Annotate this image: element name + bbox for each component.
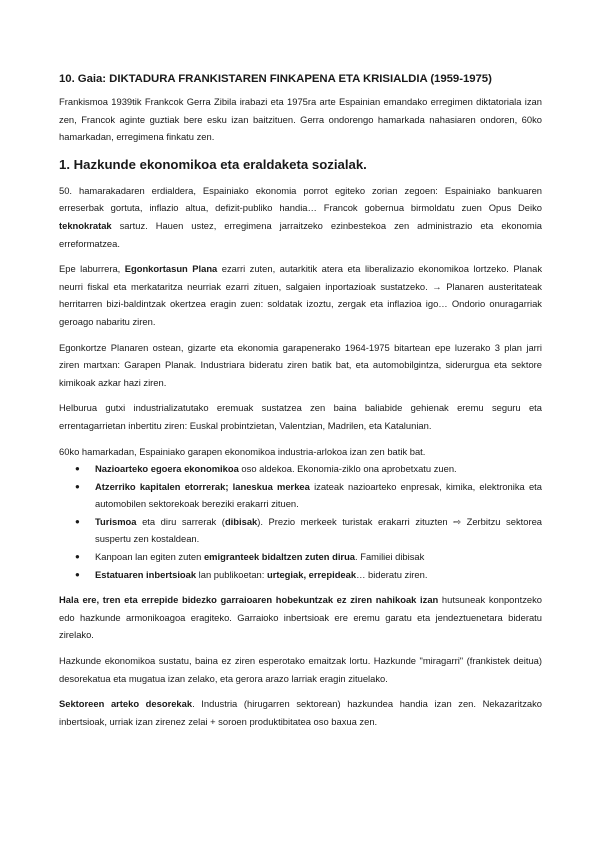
bold-term: Egonkortasun Plana (124, 263, 218, 275)
paragraph-stabilization-plan: Epe laburrera, Egonkortasun Plana ezarri zuten, autarkitik atera eta liberalizazio ekonomikoa lortzeko. Planak neurri fiskal eta merkataritza neurriak ezarri zituen, salgaien inportazioak sustatzeko. → Planaren austeritateak herritarren bizi-baldintzak okertzea eragin zuen: soldatak izoztu, zergak eta inflazioa igo… Ondorio onuragarriak geroago nabaritu ziren. (59, 263, 543, 327)
paragraph-transport: Hala ere, tren eta errepide bidezko garraioaren hobekuntzak ez ziren nahikoak izan hutsuneak konpontzeko edo hazkunde armonikoagoa eragiteko. Garraioko inbertsioak ere eremu garatu eta jendeztuenetara bideratu zirelako. (59, 594, 542, 641)
bold-term: Sektoreen arteko desorekak (59, 698, 193, 710)
list-item: ● Nazioarteko egoera ekonomikoa oso aldekoa. Ekonomia-ziklo ona aprobetxatu zuen. (95, 460, 542, 478)
list-item: ● Kanpoan lan egiten zuten emigranteek bidaltzen zuten dirua. Familiei dibisak (95, 548, 542, 566)
paragraph-results: Hazkunde ekonomikoa sustatu, baina ez ziren esperotako emaitzak lortu. Hazkunde "miragarri" (frankistek deitua) desorekatua eta mugatua izan zelako, eta gerora arazo larriak eragin zituelako. (59, 655, 542, 684)
paragraph-goal: Helburua gutxi industrializatutako eremuak sustatzea zen baina baliabide gehienak eremu seguru eta errentagarrietan inbertitu ziren: Euskal probintzietan, Valentzian, Madrilen, eta Katalunian. (59, 402, 542, 431)
list-item: ● Turismoa eta diru sarrerak (dibisak). Prezio merkeek turistak erakarri zituzten ⇨ Zerbitzu sektorea suspertu zen kostaldean. (95, 513, 542, 548)
paragraph-development-plans: Egonkortze Planaren ostean, gizarte eta ekonomia garapenerako 1964-1975 bitartean epe luzerako 3 plan jarri ziren martxan: Garapen Planak. Industriara bideratu ziren batik bat, eta automobilgintza, siderurgua eta sektore kimikoak azkar hazi ziren. (59, 341, 542, 388)
paragraph-crisis: 50. hamarakadaren erdialdera, Espainiako ekonomia porrot egiteko zorian zegoen: Espainiako bankuaren erreserbak gortuta, inflazio altua, defizit-publiko handia… Francok gobernua birmoldatu zuen Opus Deiko teknokratak sartuz. Hauen ustez, erregimena jarraitzeko ezinbestekoa zen administrazio eta ekonomia erreformatzea. (59, 184, 542, 249)
factors-list (59, 460, 542, 583)
intro-paragraph: Frankismoa 1939tik Frankcok Gerra Zibila irabazi eta 1975ra arte Espainian emandako erregimen diktatoriala izan zen, Francok aginte guztiak bere esku izan baitzituen. Gerra ondorengo hamarkada nahasiaren ondoren, 60ko hamarkadan, erregimena finkatu zen. (59, 96, 542, 143)
paragraph-imbalances: Sektoreen arteko desorekak. Industria (hirugarren sektorean) hazkundea handia izan zen. Nekazaritzako inbertsioak, urriak izan zirenez zelai + soroen produktibitatea oso baxua zen. (59, 698, 542, 727)
list-item: ● Estatuaren inbertsioak lan publikoetan: urtegiak, errepideak… bideratu ziren. (95, 566, 542, 584)
paragraph-sixties: 60ko hamarkadan, Espainiako garapen ekonomikoa industria-arlokoa izan zen batik bat. (59, 445, 426, 457)
document-title: 10. Gaia: DIKTADURA FRANKISTAREN FINKAPENA ETA KRISIALDIA (1959-1975) (59, 73, 492, 85)
section-title: 1. Hazkunde ekonomikoa eta eraldaketa sozialak. (59, 156, 367, 172)
list-item: ● Atzerriko kapitalen etorrerak; laneskua merkea izateak nazioarteko enpresak, kimika, elektronika eta automobilen sektorekoak bereziki erakarri zituen. (95, 478, 542, 513)
bold-term: teknokratak (59, 219, 112, 231)
bold-term: Hala ere, tren eta errepide bidezko garraioaren hobekuntzak ez ziren nahikoak izan (59, 594, 439, 606)
